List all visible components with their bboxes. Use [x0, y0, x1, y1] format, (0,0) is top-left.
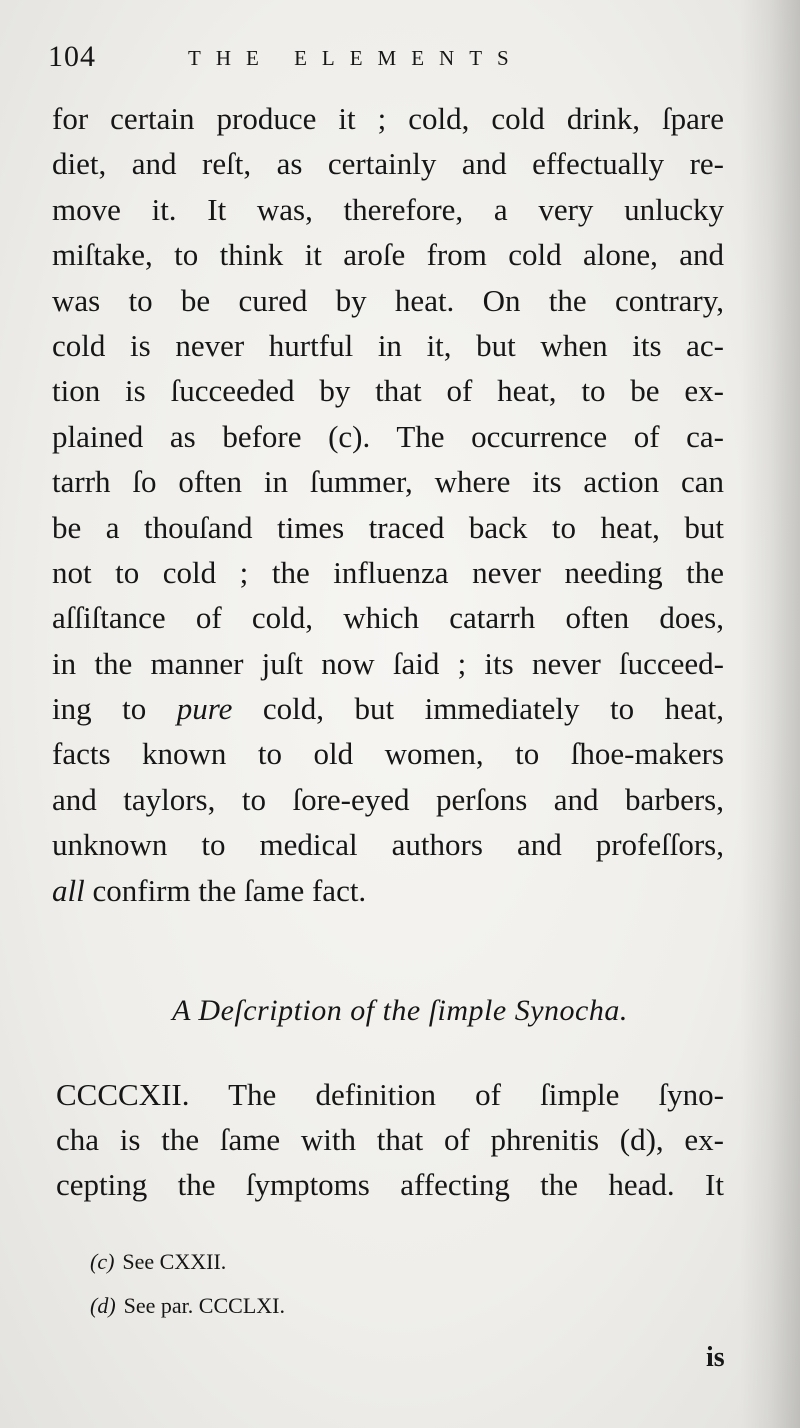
- footnote: [90, 1284, 285, 1328]
- footnote-marker: (c): [90, 1249, 115, 1274]
- text-line: facts known to old women, to ſhoe-makers: [52, 736, 724, 772]
- text-line: for certain produce it ; cold, cold drink, ſpare: [52, 101, 724, 136]
- text-line: diet, and reſt, as certainly and effectually re-: [52, 146, 724, 182]
- catchword: is: [706, 1342, 725, 1373]
- text-line: plained as before (c). The occurrence of ca-: [52, 418, 724, 454]
- page-number: 104: [48, 40, 96, 73]
- footnote: [90, 1240, 285, 1284]
- paragraph-2: [56, 1072, 724, 1207]
- italic-word: pure: [176, 691, 233, 727]
- text-line: [52, 686, 724, 731]
- text-line: move it. It was, therefore, a very unlucky: [52, 191, 724, 227]
- section-heading: A Deſcription of the ſimple Synocha.: [172, 994, 628, 1027]
- text-line: unknown to medical authors and profeſſors,: [52, 827, 724, 863]
- text-line: in the manner juſt now ſaid ; its never ſucceed-: [52, 645, 724, 681]
- footnotes: [90, 1240, 285, 1328]
- text-line: miſtake, to think it aroſe from cold alone, and: [52, 237, 724, 273]
- italic-word: all: [52, 872, 85, 908]
- text-line: was to be cured by heat. On the contrary,: [52, 282, 724, 318]
- footnote-text: See par. CCCLXI.: [123, 1293, 285, 1318]
- paragraph-1: [52, 96, 724, 913]
- line-text: ing to: [52, 691, 177, 727]
- footnote-marker: (d): [90, 1293, 116, 1318]
- text-line: cha is the ſame with that of phrenitis (d), ex-: [56, 1122, 724, 1157]
- text-line: be a thouſand times traced back to heat, but: [52, 509, 724, 545]
- line-text: confirm the ſame fact.: [84, 872, 367, 908]
- text-line: aſſiſtance of cold, which catarrh often does,: [52, 600, 724, 636]
- line-text: cold, but immediately to heat,: [232, 691, 724, 727]
- text-line: and taylors, to ſore-eyed perſons and barbers,: [52, 781, 724, 817]
- text-line: tion is ſucceeded by that of heat, to be ex-: [52, 373, 724, 409]
- text-line: CCCCXII. The definition of ſimple ſyno-: [56, 1077, 724, 1112]
- text-line: cepting the ſymptoms affecting the head. It: [56, 1167, 724, 1202]
- running-title: THE ELEMENTS: [188, 46, 524, 70]
- text-line: cold is never hurtful in it, but when its ac-: [52, 327, 724, 363]
- footnote-text: See CXXII.: [122, 1249, 227, 1274]
- text-line: tarrh ſo often in ſummer, where its action can: [52, 464, 724, 500]
- running-head: [48, 40, 708, 80]
- text-line: not to cold ; the influenza never needing the: [52, 554, 724, 590]
- text-line: [52, 868, 724, 913]
